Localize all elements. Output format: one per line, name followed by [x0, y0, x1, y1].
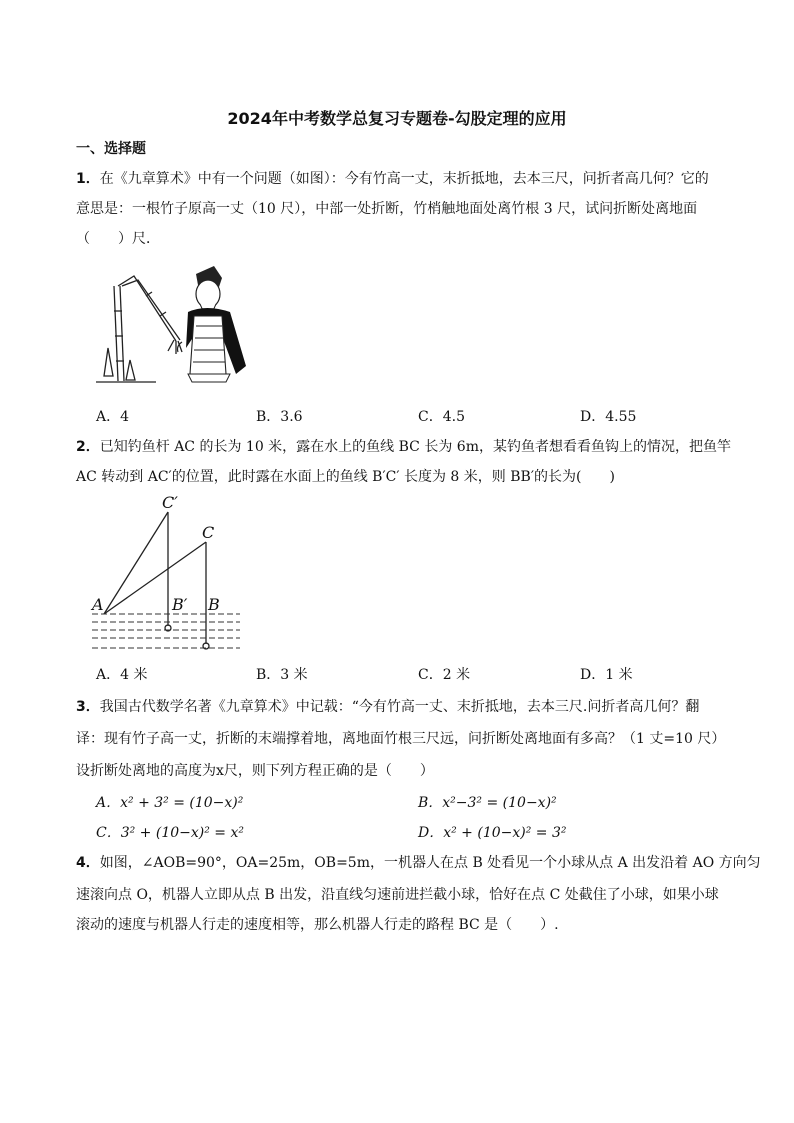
label-b-prime: B′	[172, 595, 188, 614]
page-title: 2024年中考数学总复习专题卷-勾股定理的应用	[227, 109, 567, 128]
q1-option-a[interactable]: A．4	[96, 409, 130, 425]
q2-line-1	[76, 436, 731, 456]
label-b: B	[208, 595, 220, 614]
q4-line-1	[76, 852, 761, 872]
bamboo-scholar-illustration	[96, 256, 256, 391]
q1-option-c[interactable]: C．4.5	[418, 409, 465, 425]
q3-text-3: 设折断处离地的高度为x尺，则下列方程正确的是（ ）	[76, 763, 434, 779]
q1-option-d[interactable]: D．4.55	[580, 409, 637, 425]
q3-number: 3．	[76, 699, 100, 715]
q3-option-c[interactable]: C．3² + (10−x)² = x²	[96, 825, 244, 841]
q1-text-1: 在《九章算术》中有一个问题（如图）：今有竹高一丈，末折抵地，去本三尺，问折者高几何？它的	[99, 171, 709, 187]
q3-text-2: 译：现有竹子高一丈，折断的末端撑着地，离地面竹根三尺远，问折断处离地面有多高？（1 丈=10 尺）	[76, 731, 726, 747]
q1-number: 1．	[76, 171, 100, 187]
q3-line-1	[76, 696, 699, 716]
section-heading: 一、选择题	[76, 141, 146, 157]
q2-option-b[interactable]: B．3 米	[256, 667, 308, 683]
q2-option-d[interactable]: D．1 米	[580, 667, 633, 683]
q1-line-1	[76, 168, 709, 188]
q2-number: 2．	[76, 439, 100, 455]
q3-option-d[interactable]: D．x² + (10−x)² = 3²	[418, 825, 567, 841]
q4-text-2: 速滚向点 O，机器人立即从点 B 出发，沿直线匀速前进拦截小球，恰好在点 C 处截住了小球，如果小球	[76, 887, 719, 903]
q2-text-2: AC 转动到 AC′的位置，此时露在水面上的鱼线 B′C′ 长度为 8 米，则 BB′的长为( )	[76, 469, 615, 485]
label-c: C	[202, 523, 215, 542]
q1-text-2: 意思是：一根竹子原高一丈（10 尺），中部一处折断，竹梢触地面处离竹根 3 尺，试问折断处离地面	[76, 201, 698, 217]
q1-text-3: （ ）尺．	[76, 231, 160, 247]
q2-option-a[interactable]: A．4 米	[96, 667, 148, 683]
q3-option-a[interactable]: A．x² + 3² = (10−x)²	[96, 795, 244, 811]
q2-text-1: 已知钓鱼杆 AC 的长为 10 米，露在水上的鱼线 BC 长为 6m，某钓鱼者想看看鱼钩上的情况，把鱼竿	[99, 439, 731, 455]
q3-text-1: 我国古代数学名著《九章算术》中记载：“今有竹高一丈、末折抵地，去本三尺.问折者高几何？翻	[99, 699, 700, 715]
q3-option-b[interactable]: B．x²−3² = (10−x)²	[418, 795, 557, 811]
q4-text-3: 滚动的速度与机器人行走的速度相等，那么机器人行走的路程 BC 是（ ）.	[76, 917, 559, 933]
q4-number: 4．	[76, 855, 100, 871]
q1-option-b[interactable]: B．3.6	[256, 409, 303, 425]
fishing-rod-diagram	[90, 492, 250, 658]
q2-option-c[interactable]: C．2 米	[418, 667, 471, 683]
label-a: A	[92, 595, 104, 614]
q4-text-1: 如图，∠AOB=90°，OA=25m，OB=5m，一机器人在点 B 处看见一个小球从点 A 出发沿着 AO 方向匀	[99, 855, 761, 871]
label-c-prime: C′	[162, 493, 178, 512]
